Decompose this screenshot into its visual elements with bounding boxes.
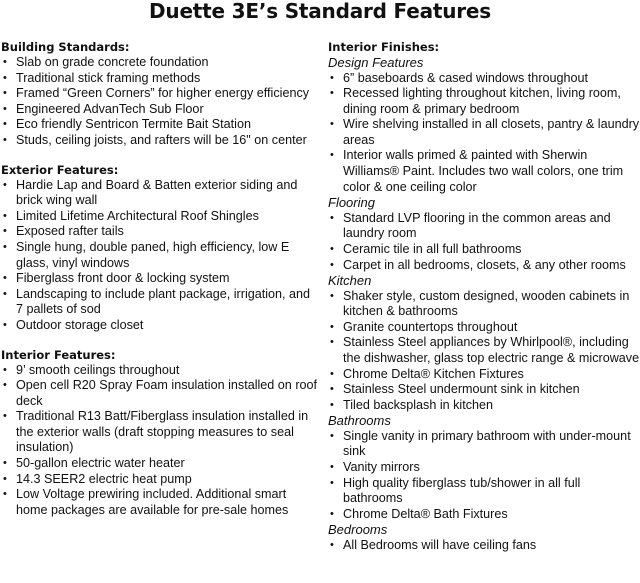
bullet-icon: • xyxy=(3,87,7,100)
list-item xyxy=(328,211,640,242)
subheading-kitchen: Kitchen xyxy=(328,273,372,289)
bullet-icon: • xyxy=(3,56,7,68)
subheading-design-features: Design Features xyxy=(328,55,424,70)
bullet-icon: • xyxy=(330,71,334,84)
section-heading: Exterior Features: xyxy=(1,162,119,177)
list-item xyxy=(328,71,640,87)
list-item xyxy=(328,507,640,523)
list-item-text: 14.3 SEER2 electric heat pump xyxy=(16,471,192,486)
list-item xyxy=(1,224,317,240)
list-item-text: Outdoor storage closet xyxy=(16,317,144,332)
bullet-icon: • xyxy=(3,318,7,331)
feature-list xyxy=(328,538,640,554)
section-exterior-features xyxy=(1,163,317,334)
list-item-text: Exposed rafter tails xyxy=(16,224,124,239)
list-item xyxy=(1,409,317,456)
bullet-icon: • xyxy=(330,507,334,520)
list-item-text: Chrome Delta® Kitchen Fixtures xyxy=(343,366,524,381)
list-item-text: Hardie Lap and Board & Batten exterior siding and brick wing wall xyxy=(16,177,298,208)
section-heading: Building Standards: xyxy=(1,40,130,54)
list-item xyxy=(1,117,317,133)
list-item xyxy=(328,320,640,336)
list-item-text: All Bedrooms will have ceiling fans xyxy=(343,537,537,552)
list-item-text: High quality fiberglass tub/shower in all full bathrooms xyxy=(343,475,581,506)
list-item-text: Limited Lifetime Architectural Roof Shingles xyxy=(16,208,259,223)
bullet-icon: • xyxy=(330,242,334,255)
bullet-icon: • xyxy=(330,258,334,271)
list-item-text: 50-gallon electric water heater xyxy=(16,456,185,471)
subheading-flooring: Flooring xyxy=(328,195,375,211)
list-item xyxy=(328,148,640,195)
right-column xyxy=(328,40,640,554)
list-item-text: Traditional stick framing methods xyxy=(16,70,201,85)
bullet-icon: • xyxy=(330,398,334,411)
bullet-icon: • xyxy=(330,149,334,162)
subheading-bathrooms: Bathrooms xyxy=(328,413,391,429)
section-interior-features xyxy=(1,348,317,519)
bullet-icon: • xyxy=(3,178,7,191)
list-item xyxy=(328,86,640,117)
list-item xyxy=(328,258,640,274)
list-item-text: 6” baseboards & cased windows throughout xyxy=(343,70,589,85)
list-item xyxy=(1,378,317,409)
bullet-icon: • xyxy=(3,379,7,392)
feature-list xyxy=(328,429,640,523)
feature-list xyxy=(1,363,317,519)
list-item xyxy=(328,382,640,398)
list-item xyxy=(1,456,317,472)
list-item xyxy=(1,209,317,225)
list-item-text: Engineered AdvanTech Sub Floor xyxy=(16,101,204,116)
subheading-bedrooms: Bedrooms xyxy=(328,522,388,538)
bullet-icon: • xyxy=(3,225,7,238)
list-item-text: Chrome Delta® Bath Fixtures xyxy=(343,506,508,521)
bullet-icon: • xyxy=(3,240,7,253)
bullet-icon: • xyxy=(330,336,334,349)
bullet-icon: • xyxy=(3,457,7,470)
list-item xyxy=(1,133,317,149)
list-item-text: Landscaping to include plant package, irrigation, and 7 pallets of sod xyxy=(16,286,311,317)
bullet-icon: • xyxy=(330,538,334,551)
bullet-icon: • xyxy=(330,367,334,380)
list-item xyxy=(328,289,640,320)
bullet-icon: • xyxy=(3,71,7,84)
list-item xyxy=(328,398,640,414)
list-item-text: Vanity mirrors xyxy=(343,460,420,475)
bullet-icon: • xyxy=(3,118,7,131)
left-column xyxy=(1,40,317,518)
bullet-icon: • xyxy=(330,211,334,224)
list-item-text: Standard LVP flooring in the common areas and laundry room xyxy=(343,210,611,241)
bullet-icon: • xyxy=(330,476,334,489)
list-item xyxy=(328,117,640,148)
bullet-icon: • xyxy=(330,429,334,442)
list-item-text: Ceramic tile in all full bathrooms xyxy=(343,241,522,256)
bullet-icon: • xyxy=(3,102,7,115)
bullet-icon: • xyxy=(330,87,334,100)
bullet-icon: • xyxy=(3,133,7,146)
list-item-text: Stainless Steel undermount sink in kitchen xyxy=(343,382,580,397)
list-item-text: Studs, ceiling joists, and rafters will be 16" on center xyxy=(16,132,307,147)
feature-list xyxy=(328,289,640,414)
list-item xyxy=(328,460,640,476)
list-item xyxy=(328,367,640,383)
list-item xyxy=(1,55,317,71)
feature-list xyxy=(328,71,640,196)
list-item xyxy=(328,476,640,507)
bullet-icon: • xyxy=(330,118,334,131)
list-item-text: Tiled backsplash in kitchen xyxy=(343,397,494,412)
bullet-icon: • xyxy=(3,287,7,300)
bullet-icon: • xyxy=(330,461,334,474)
bullet-icon: • xyxy=(330,320,334,333)
feature-list xyxy=(1,178,317,334)
list-item-text: Open cell R20 Spray Foam insulation installed on roof deck xyxy=(16,378,318,408)
list-item-text: Stainless Steel appliances by Whirlpool®, including the dishwasher, glass top electric range & microwave xyxy=(343,335,640,365)
list-item-text: 9’ smooth ceilings throughout xyxy=(16,362,180,377)
list-item-text: Traditional R13 Batt/Fiberglass insulation installed in the exterior walls (draft stopping measures to seal insulation) xyxy=(16,409,309,455)
list-item-text: Fiberglass front door & locking system xyxy=(16,271,230,286)
list-item-text: Wire shelving installed in all closets, pantry & laundry areas xyxy=(343,117,640,147)
bullet-icon: • xyxy=(3,488,7,501)
list-item-text: Interior walls primed & painted with Sherwin Williams® Paint. Includes two wall colors, one trim color & one ceiling color xyxy=(343,148,624,194)
bullet-icon: • xyxy=(3,272,7,285)
list-item xyxy=(1,318,317,334)
list-item xyxy=(1,71,317,87)
list-item xyxy=(328,335,640,366)
section-heading: Interior Features: xyxy=(1,347,116,362)
list-item-text: Shaker style, custom designed, wooden cabinets in kitchen & bathrooms xyxy=(343,288,630,319)
list-item xyxy=(328,538,640,554)
list-item xyxy=(1,271,317,287)
list-item xyxy=(1,363,317,379)
list-item xyxy=(1,102,317,118)
bullet-icon: • xyxy=(330,289,334,302)
list-item-text: Carpet in all bedrooms, closets, & any other rooms xyxy=(343,257,626,272)
list-item xyxy=(1,86,317,102)
list-item xyxy=(1,487,317,518)
bullet-icon: • xyxy=(3,410,7,423)
bullet-icon: • xyxy=(330,383,334,396)
list-item-text: Granite countertops throughout xyxy=(343,319,518,334)
list-item xyxy=(1,178,317,209)
bullet-icon: • xyxy=(3,363,7,376)
page-title: Duette 3E’s Standard Features xyxy=(149,0,491,23)
bullet-icon: • xyxy=(3,472,7,485)
list-item xyxy=(328,429,640,460)
list-item-text: Single vanity in primary bathroom with under-mount sink xyxy=(343,428,631,459)
list-item-text: Eco friendly Sentricon Termite Bait Station xyxy=(16,117,251,132)
bullet-icon: • xyxy=(3,209,7,222)
list-item-text: Low Voltage prewiring included. Additional smart home packages are available for pre-sale homes xyxy=(16,487,289,517)
list-item-text: Slab on grade concrete foundation xyxy=(16,55,209,69)
list-item-text: Single hung, double paned, high efficiency, low E glass, vinyl windows xyxy=(16,239,290,270)
feature-list xyxy=(328,211,640,273)
list-item xyxy=(328,242,640,258)
list-item-text: Framed “Green Corners” for higher energy efficiency xyxy=(16,86,310,101)
list-item xyxy=(1,472,317,488)
list-item xyxy=(1,287,317,318)
list-item-text: Recessed lighting throughout kitchen, living room, dining room & primary bedroom xyxy=(343,86,621,116)
feature-list xyxy=(1,55,317,149)
section-heading-interior-finishes: Interior Finishes: xyxy=(328,40,440,54)
section-building-standards xyxy=(1,40,317,149)
list-item xyxy=(1,240,317,271)
